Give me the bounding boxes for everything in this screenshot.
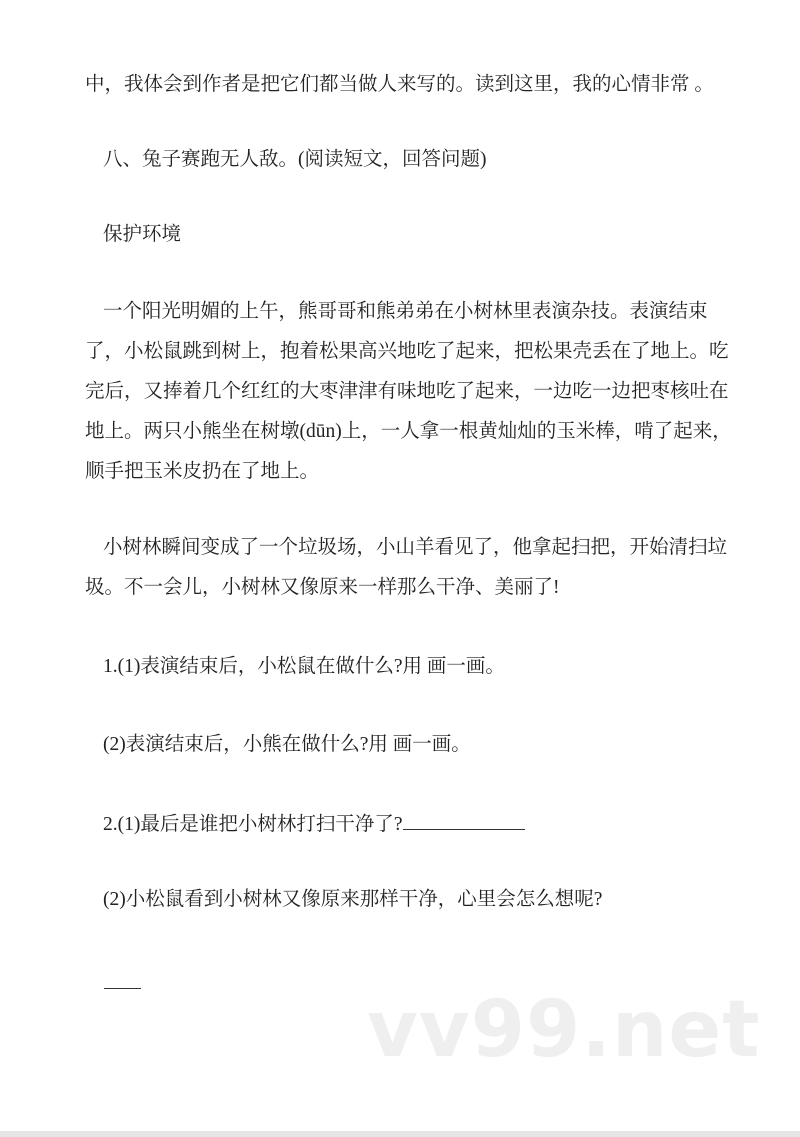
intro-line: 中，我体会到作者是把它们都当做人来写的。读到这里，我的心情非常 。 (85, 74, 714, 95)
paragraph-line: 地上。两只小熊坐在树墩(dūn)上，一人拿一根黄灿灿的玉米棒，啃了起来， (85, 421, 732, 442)
question-text: 2.(1)最后是谁把小树林打扫干净了? (103, 814, 403, 835)
paragraph-line: 小树林瞬间变成了一个垃圾场，小山羊看见了，他拿起扫把，开始清扫垃 (103, 537, 728, 558)
watermark: vv99.net (367, 985, 761, 1075)
section-heading: 八、兔子赛跑无人敌。(阅读短文，回答问题) (103, 149, 487, 170)
question-1-2: (2)表演结束后，小熊在做什么?用 画一画。 (103, 734, 471, 755)
passage-title: 保护环境 (103, 224, 182, 245)
answer-blank (403, 811, 525, 830)
paragraph-line: 完后，又捧着几个红红的大枣津津有味地吃了起来，一边吃一边把枣核吐在 (85, 381, 729, 402)
paragraph-line: 一个阳光明媚的上午，熊哥哥和熊弟弟在小树林里表演杂技。表演结束 (103, 301, 708, 322)
paragraph-line: 了，小松鼠跳到树上，抱着松果高兴地吃了起来，把松果壳丢在了地上。吃 (85, 341, 729, 362)
question-2-1 (103, 811, 525, 837)
question-2-2: (2)小松鼠看到小树林又像原来那样干净，心里会怎么想呢? (103, 889, 603, 910)
answer-line (104, 988, 141, 989)
question-1-1: 1.(1)表演结束后，小松鼠在做什么?用 画一画。 (103, 656, 505, 677)
page-bottom-edge (0, 1131, 800, 1137)
paragraph-line: 圾。不一会儿，小树林又像原来一样那么干净、美丽了! (85, 577, 560, 598)
paragraph-line: 顺手把玉米皮扔在了地上。 (85, 461, 320, 482)
